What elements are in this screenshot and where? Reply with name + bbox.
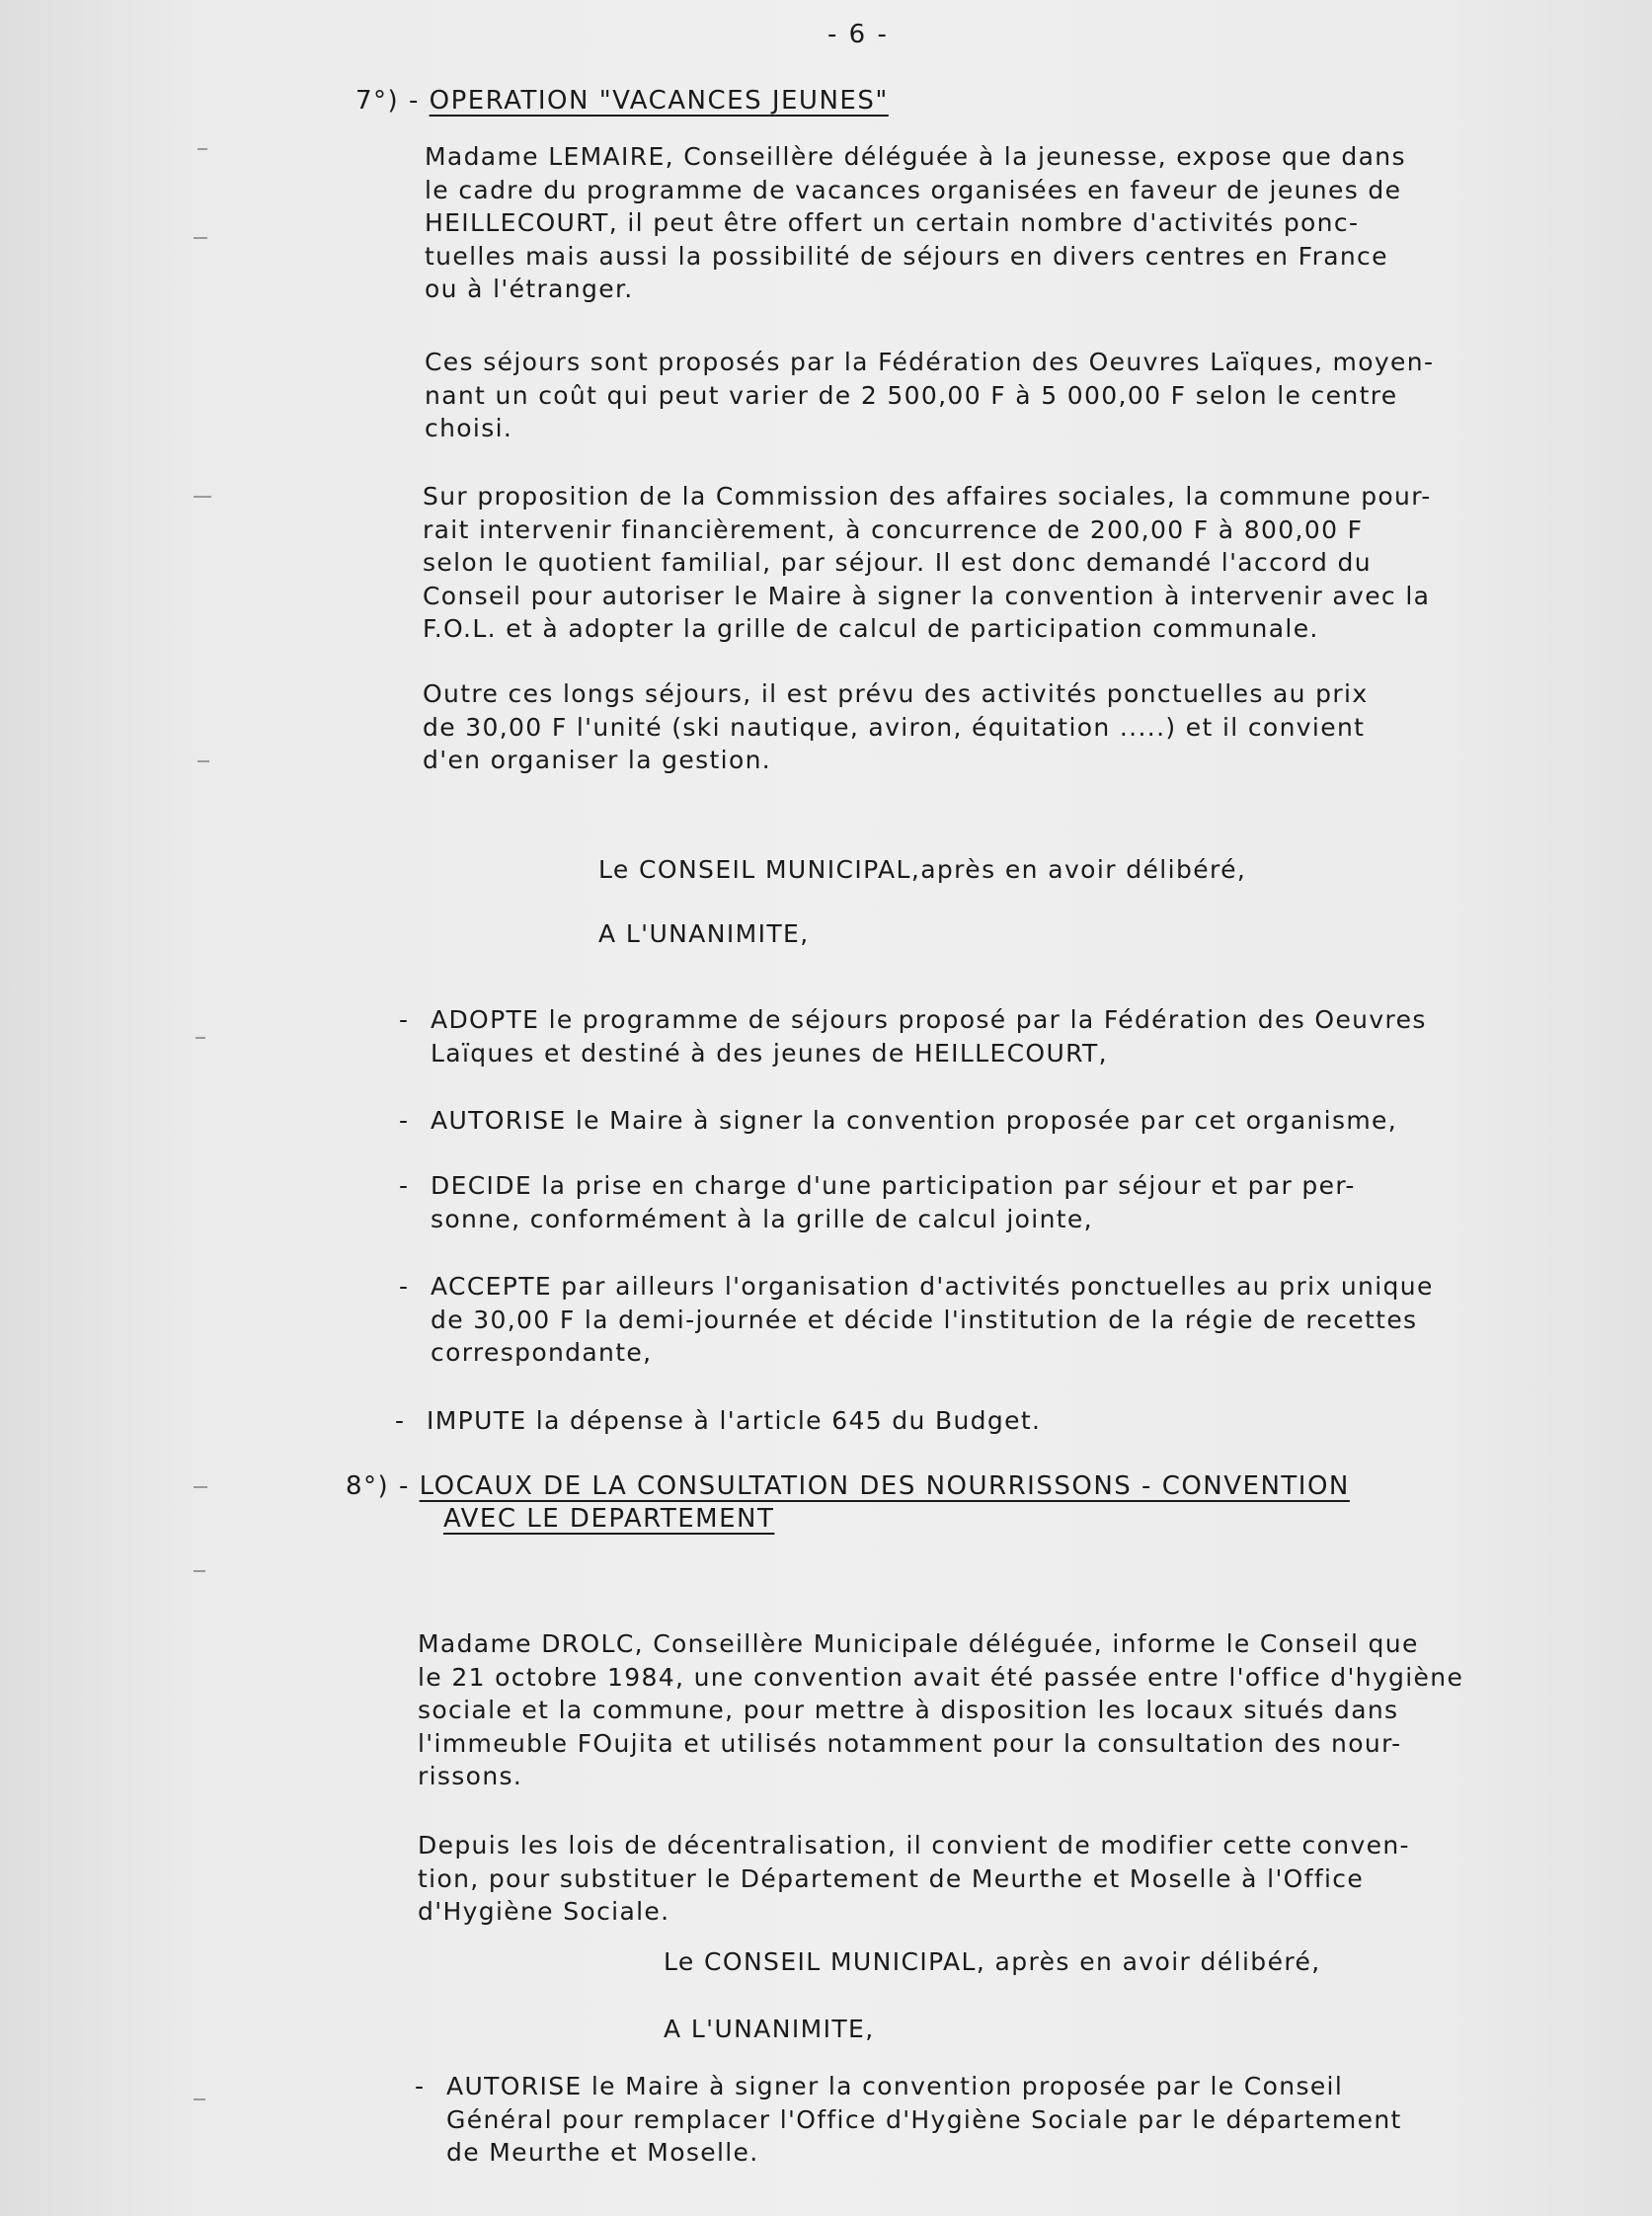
list-dash: - — [415, 2072, 426, 2100]
text-line: Outre ces longs séjours, il est prévu des activités ponctuelles au prix — [423, 679, 1369, 708]
section-8-paragraph-1 — [418, 1627, 1463, 1793]
section-7-number: 7°) - — [355, 86, 420, 116]
scan-mark — [196, 1037, 205, 1039]
section-8-heading — [346, 1471, 1350, 1501]
scan-mark — [194, 1486, 207, 1488]
text-line: le cadre du programme de vacances organisées en faveur de jeunes de — [425, 175, 1402, 204]
scan-mark — [194, 2098, 205, 2100]
list-dash: - — [395, 1406, 406, 1435]
section-8-paragraph-2 — [418, 1829, 1410, 1929]
text-line: Sur proposition de la Commission des affaires sociales, la commune pour- — [423, 482, 1432, 511]
text-line: nant un coût qui peut varier de 2 500,00 F à 5 000,00 F selon le centre — [425, 380, 1398, 410]
text-line: sociale et la commune, pour mettre à disposition les locaux situés dans — [418, 1696, 1399, 1724]
text-line: rissons. — [418, 1762, 523, 1790]
text-line: d'en organiser la gestion. — [423, 746, 772, 774]
text-line: le 21 octobre 1984, une convention avait été passée entre l'office d'hygiène — [418, 1662, 1464, 1692]
text-line: IMPUTE la dépense à l'article 645 du Budget. — [427, 1406, 1042, 1435]
section-7-paragraph-3 — [423, 480, 1432, 646]
text-line: Ces séjours sont proposés par la Fédération des Oeuvres Laïques, moyen- — [425, 348, 1435, 376]
text-line: F.O.L. et à adopter la grille de calcul de participation communale. — [423, 614, 1319, 643]
text-line: l'immeuble FOujita et utilisés notamment pour la consultation des nour- — [418, 1728, 1402, 1758]
section-7-paragraph-1 — [425, 140, 1406, 306]
section-8-vote: A L'UNANIMITE, — [664, 2015, 875, 2043]
text-line: ACCEPTE par ailleurs l'organisation d'activités ponctuelles au prix unique — [431, 1272, 1434, 1301]
page-number: - 6 - — [827, 20, 889, 49]
text-line: ADOPTE le programme de séjours proposé par la Fédération des Oeuvres — [431, 1005, 1427, 1034]
text-line: AUTORISE le Maire à signer la convention proposée par cet organisme, — [431, 1106, 1398, 1135]
section-7-paragraph-4 — [423, 677, 1368, 777]
section-7-vote: A L'UNANIMITE, — [598, 919, 810, 948]
text-line: ou à l'étranger. — [425, 275, 634, 303]
text-line: Conseil pour autoriser le Maire à signer la convention à intervenir avec la — [423, 581, 1431, 610]
text-line: de 30,00 F la demi-journée et décide l'institution de la régie de recettes — [431, 1305, 1418, 1334]
section-8-number: 8°) - — [346, 1471, 410, 1501]
scan-mark — [194, 237, 207, 239]
list-dash: - — [399, 1272, 410, 1301]
text-line: rait intervenir financièrement, à concurrence de 200,00 F à 800,00 F — [423, 514, 1364, 544]
section-8-title-line-2: AVEC LE DEPARTEMENT — [443, 1504, 775, 1534]
text-line: d'Hygiène Sociale. — [418, 1897, 670, 1926]
list-dash: - — [399, 1106, 410, 1135]
text-line: de Meurthe et Moselle. — [446, 2138, 759, 2167]
scan-mark — [194, 1570, 205, 1572]
text-line: Madame DROLC, Conseillère Municipale déléguée, informe le Conseil que — [418, 1629, 1419, 1658]
text-line: DECIDE la prise en charge d'une participation par séjour et par per- — [431, 1171, 1356, 1200]
text-line: sonne, conformément à la grille de calcul jointe, — [431, 1204, 1093, 1233]
text-line: choisi. — [425, 414, 513, 442]
text-line: selon le quotient familial, par séjour. Il est donc demandé l'accord du — [423, 548, 1372, 577]
section-7-heading — [355, 86, 889, 116]
text-line: tuelles mais aussi la possibilité de séjours en divers centres en France — [425, 241, 1388, 271]
section-7-title: OPERATION "VACANCES JEUNES" — [429, 86, 889, 116]
text-line: AUTORISE le Maire à signer la convention proposée par le Conseil — [446, 2072, 1344, 2100]
section-8-deliberation: Le CONSEIL MUNICIPAL, après en avoir délibéré, — [664, 1947, 1321, 1976]
section-8-title-line-1: LOCAUX DE LA CONSULTATION DES NOURRISSONS - CONVENTION — [419, 1471, 1350, 1501]
text-line: Général pour remplacer l'Office d'Hygiène Sociale par le département — [446, 2104, 1402, 2134]
text-line: Depuis les lois de décentralisation, il convient de modifier cette conven- — [418, 1831, 1410, 1860]
section-7-deliberation: Le CONSEIL MUNICIPAL,après en avoir délibéré, — [598, 855, 1247, 884]
text-line: de 30,00 F l'unité (ski nautique, aviron, équitation .....) et il convient — [423, 712, 1366, 742]
section-7-paragraph-2 — [425, 346, 1434, 445]
text-line: tion, pour substituer le Département de Meurthe et Moselle à l'Office — [418, 1863, 1365, 1893]
text-line: HEILLECOURT, il peut être offert un certain nombre d'activités ponc- — [425, 208, 1360, 237]
scan-mark — [197, 760, 209, 762]
list-dash: - — [399, 1171, 410, 1200]
text-line: Madame LEMAIRE, Conseillère déléguée à la jeunesse, expose que dans — [425, 142, 1406, 171]
section-8-heading-continued — [443, 1504, 774, 1534]
text-line: Laïques et destiné à des jeunes de HEILLECOURT, — [431, 1038, 1108, 1068]
list-dash: - — [399, 1005, 410, 1034]
scan-mark — [194, 496, 211, 498]
scan-mark — [197, 148, 207, 150]
text-line: correspondante, — [431, 1338, 653, 1367]
